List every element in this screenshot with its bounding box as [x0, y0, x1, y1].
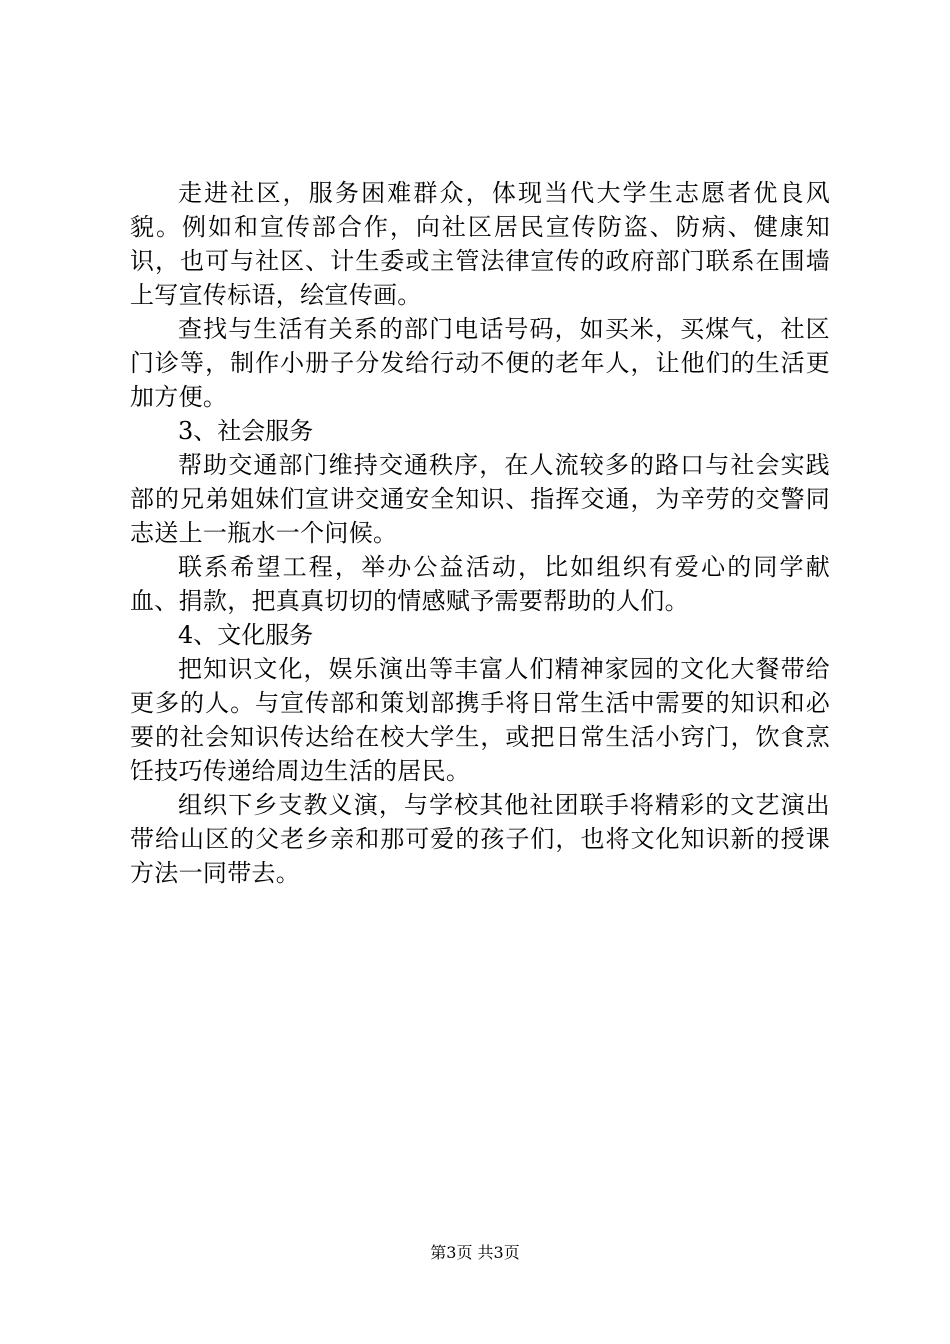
document-body — [130, 176, 830, 890]
section-heading-social-service: 3、社会服务 — [178, 417, 314, 445]
paragraph-rural-teaching: 组织下乡支教义演，与学校其他社团联手将精彩的文艺演出带给山区的父老乡亲和那可爱的孩子们，也将文化知识新的授课方法一同带去。 — [130, 791, 830, 887]
paragraph-community-service: 走进社区，服务困难群众，体现当代大学生志愿者优良风貌。例如和宣传部合作，向社区居民宣传防盗、防病、健康知识，也可与社区、计生委或主管法律宣传的政府部门联系在围墙上写宣传标语，绘宣传画。 — [130, 179, 830, 309]
page-footer: 第3页 共3页 — [430, 1243, 520, 1262]
paragraph-phone-directory: 查找与生活有关系的部门电话号码，如买米，买煤气，社区门诊等，制作小册子分发给行动不便的老年人，让他们的生活更加方便。 — [130, 315, 830, 411]
paragraph-hope-project: 联系希望工程，举办公益活动，比如组织有爱心的同学献血、捐款，把真真切切的情感赋予需要帮助的人们。 — [130, 553, 830, 615]
paragraph-traffic-help: 帮助交通部门维持交通秩序，在人流较多的路口与社会实践部的兄弟姐妹们宣讲交通安全知识、指挥交通，为辛劳的交警同志送上一瓶水一个问候。 — [130, 451, 830, 547]
section-heading-culture-service: 4、文化服务 — [178, 621, 314, 649]
paragraph-culture-knowledge: 把知识文化，娱乐演出等丰富人们精神家园的文化大餐带给更多的人。与宣传部和策划部携手将日常生活中需要的知识和必要的社会知识传达给在校大学生，或把日常生活小窍门，饮食烹饪技巧传递给周边生活的居民。 — [130, 655, 830, 785]
